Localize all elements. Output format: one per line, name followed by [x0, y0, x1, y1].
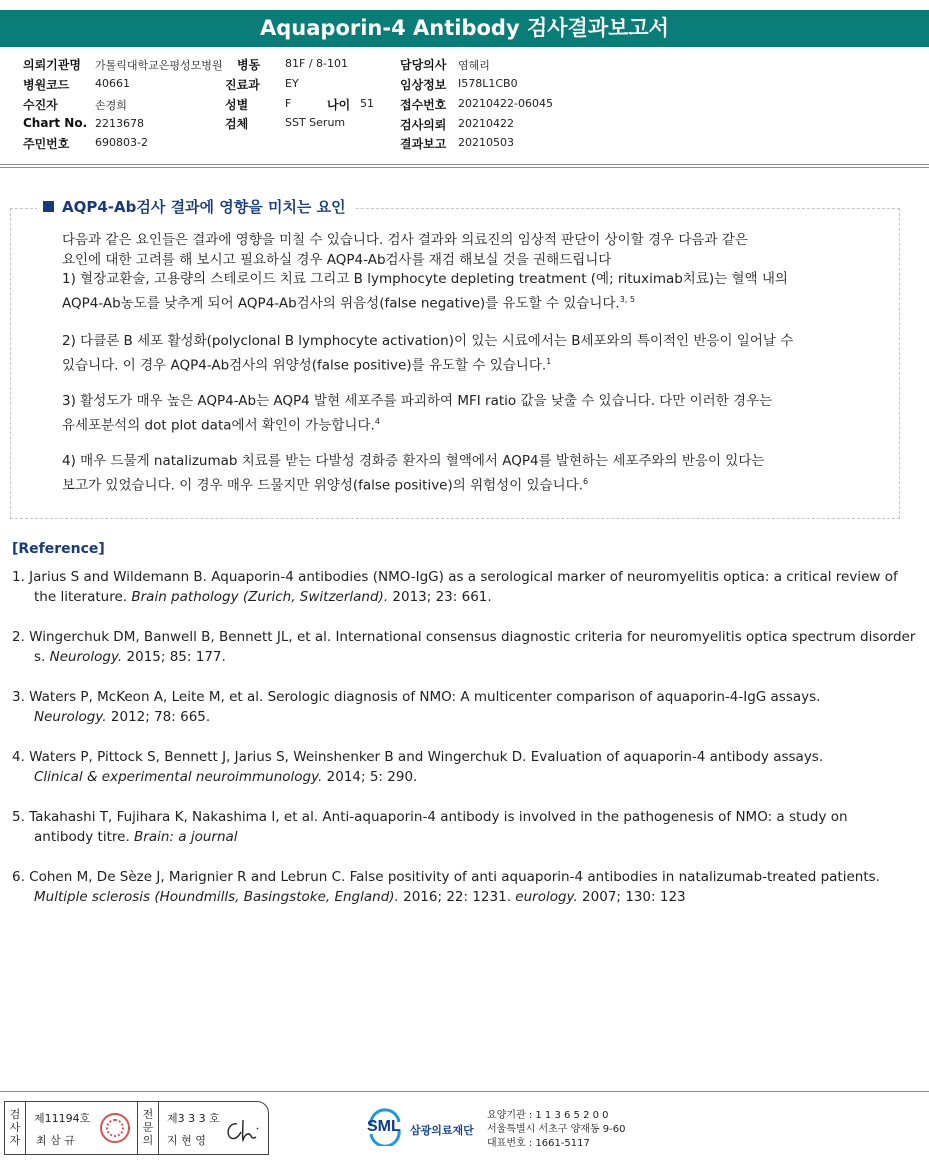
- reference-6-journal: Multiple sclerosis (Houndmills, Basingstoke, England).: [34, 889, 399, 905]
- examiner-name: 최 삼 규: [36, 1134, 75, 1147]
- reference-heading: [Reference]: [12, 541, 105, 557]
- reference-6-citation-2: 2007; 130: 123: [577, 889, 686, 905]
- reference-2-journal: Neurology.: [49, 649, 123, 665]
- lab-code: 요양기관 : 1 1 3 6 5 2 0 0: [487, 1110, 609, 1121]
- sml-logo-text: SML: [367, 1118, 401, 1135]
- factor-2-line-2: [62, 352, 872, 376]
- reference-3-line-2: [12, 707, 929, 727]
- lab-name: 삼광의료재단: [410, 1124, 474, 1137]
- factor-3-line-2: [62, 412, 872, 436]
- reference-1-journal: Brain pathology (Zurich, Switzerland).: [131, 589, 389, 605]
- factor-3-line-1: 3) 활성도가 매우 높은 AQP4-Ab는 AQP4 발현 세포주를 파괴하여 MFI ratio 값을 낮출 수 있습니다. 다만 이러한 경우는: [62, 393, 773, 409]
- reference-3-journal: Neurology.: [34, 709, 107, 725]
- reference-2-text: s.: [34, 649, 50, 665]
- reference-1-text: the literature.: [34, 589, 132, 605]
- examiner-label-char: 검: [9, 1108, 21, 1121]
- id-no-label: 주민번호: [23, 137, 70, 151]
- factor-1-line-1: 1) 혈장교환술, 고용량의 스테로이드 치료 그리고 B lymphocyte depleting treatment (예; rituximab치료)는 혈액 내의: [62, 271, 788, 287]
- reference-6-journal-2: eurology.: [515, 889, 578, 905]
- clinical-info-value: I578L1CB0: [458, 77, 518, 90]
- receipt-no-value: 20210422-06045: [458, 97, 553, 110]
- examiner-label-char: 자: [9, 1134, 21, 1147]
- specialist-label-char: 의: [142, 1134, 154, 1147]
- reference-4-line-1: 4. Waters P, Pittock S, Bennett J, Jarius S, Weinshenker B and Wingerchuk D. Evaluation of aquaporin-4 antibody assays.: [12, 749, 824, 765]
- reference-1: [12, 567, 929, 607]
- intro-line-1: 다음과 같은 요인들은 결과에 영향을 미칠 수 있습니다. 검사 결과와 의료진의 임상적 판단이 상이할 경우 다음과 같은: [62, 232, 748, 248]
- bullet-square-icon: [43, 201, 54, 212]
- reference-2-line-2: [12, 647, 929, 667]
- chart-no-value: 2213678: [95, 117, 144, 130]
- reference-4: [12, 747, 929, 787]
- specialist-label: [138, 1102, 159, 1154]
- reference-6-citation: 2016; 22: 1231.: [398, 889, 516, 905]
- report-date-label: 결과보고: [400, 137, 447, 151]
- reference-5-line-1: 5. Takahashi T, Fujihara K, Nakashima I, et al. Anti-aquaporin-4 antibody is involved in the pathogenesis of NMO: a study on: [12, 809, 848, 825]
- report-title: Aquaporin-4 Antibody 검사결과보고서: [0, 10, 929, 47]
- reference-2: [12, 627, 929, 667]
- reference-5-journal: Brain: a journal: [134, 829, 238, 845]
- reference-4-journal: Clinical & experimental neuroimmunology.: [34, 769, 323, 785]
- age-value: 51: [360, 97, 374, 110]
- factor-2-text: 있습니다. 이 경우 AQP4-Ab검사의 위양성(false positive)를 유도할 수 있습니다.: [62, 357, 547, 373]
- info-divider: [0, 164, 929, 168]
- factor-3: [62, 392, 872, 436]
- clinical-info-label: 임상정보: [400, 78, 447, 92]
- factor-2-line-1: 2) 다클론 B 세포 활성화(polyclonal B lymphocyte activation)이 있는 시료에서는 B세포와의 특이적인 반응이 일어날 수: [62, 333, 794, 349]
- ward-value: 81F / 8-101: [285, 57, 348, 70]
- lab-address: 서울특별시 서초구 양재동 9-60: [487, 1124, 626, 1135]
- request-date-label: 검사의뢰: [400, 118, 447, 132]
- doctor-label: 담당의사: [400, 58, 447, 72]
- factors-heading-text: AQP4-Ab검사 결과에 영향을 미치는 요인: [62, 198, 346, 216]
- specialist-label-char: 전: [142, 1108, 154, 1121]
- id-no-value: 690803-2: [95, 136, 148, 149]
- factor-3-text: 유세포분석의 dot plot data에서 확인이 가능합니다.: [62, 417, 375, 433]
- reference-6-line-1: 6. Cohen M, De Sèze J, Marignier R and Lebrun C. False positivity of anti aquaporin-4 antibodies in natalizumab-treated patients.: [12, 869, 880, 885]
- reference-6-line-2: [12, 887, 929, 907]
- lab-info: [487, 1109, 626, 1151]
- reference-1-line-1: 1. Jarius S and Wildemann B. Aquaporin-4 antibodies (NMO-IgG) as a serological marker of neuromyelitis optica: a critical review of: [12, 569, 898, 585]
- specimen-label: 검체: [225, 117, 249, 131]
- reference-5-text: antibody titre.: [34, 829, 135, 845]
- reference-3-citation: 2012; 78: 665.: [106, 709, 211, 725]
- report-date-value: 20210503: [458, 136, 514, 149]
- factor-1-citation: 3, 5: [619, 294, 635, 304]
- reference-4-line-2: [12, 767, 929, 787]
- institution-label: 의뢰기관명: [23, 58, 81, 72]
- examiner-label-char: 사: [9, 1121, 21, 1134]
- specialist-license: 제3 3 3 호: [167, 1112, 220, 1125]
- factor-2: [62, 332, 872, 376]
- hospital-code-value: 40661: [95, 77, 130, 90]
- reference-3: [12, 687, 929, 727]
- reference-1-citation: 2013; 23: 661.: [388, 589, 492, 605]
- footer-divider: [0, 1091, 929, 1092]
- factor-2-citation: 1: [546, 356, 552, 366]
- factor-3-citation: 4: [374, 416, 380, 426]
- receipt-no-label: 접수번호: [400, 98, 447, 112]
- examiner-license: 제11194호: [34, 1112, 91, 1125]
- specialist-name: 지 현 영: [167, 1134, 206, 1147]
- department-value: EY: [285, 77, 299, 90]
- specimen-value: SST Serum: [285, 116, 346, 129]
- specialist-signature-icon: [223, 1116, 263, 1144]
- factor-4-text: 보고가 있었습니다. 이 경우 매우 드물지만 위양성(false positive)의 위험성이 있습니다.: [62, 477, 583, 493]
- chart-no-label: Chart No.: [23, 116, 88, 130]
- doctor-value: 염혜리: [458, 59, 490, 72]
- factors-intro: [62, 231, 872, 314]
- factor-4-line-2: [62, 472, 872, 496]
- examiner-label: [5, 1102, 26, 1154]
- sex-label: 성별: [225, 98, 249, 112]
- signature-stamp: [4, 1101, 269, 1155]
- specialist-label-char: 문: [142, 1121, 154, 1134]
- sex-value: F: [285, 97, 292, 110]
- reference-2-citation: 2015; 85: 177.: [122, 649, 226, 665]
- reference-2-line-1: 2. Wingerchuk DM, Banwell B, Bennett JL, et al. International consensus diagnostic criteria for neuromyelitis optica spectrum disorder: [12, 629, 916, 645]
- patient-name-label: 수진자: [23, 98, 58, 112]
- ward-label: 병동: [237, 58, 261, 72]
- factor-1-line-2: [62, 290, 872, 314]
- department-label: 진료과: [225, 78, 260, 92]
- factor-4: [62, 452, 872, 496]
- request-date-value: 20210422: [458, 117, 514, 130]
- examiner-seal-icon: [100, 1113, 130, 1143]
- reference-1-line-2: [12, 587, 929, 607]
- reference-4-citation: 2014; 5: 290.: [322, 769, 418, 785]
- institution-value: 가톨릭대학교은평성모병원: [95, 59, 223, 72]
- reference-3-line-1: 3. Waters P, McKeon A, Leite M, et al. Serologic diagnosis of NMO: A multicenter comparison of aquaporin-4-IgG assays.: [12, 689, 821, 705]
- factor-4-line-1: 4) 매우 드물게 natalizumab 치료를 받는 다발성 경화증 환자의 혈액에서 AQP4를 발현하는 세포주와의 반응이 있다는: [62, 453, 765, 469]
- patient-info-block: [0, 56, 929, 156]
- factor-1-text: AQP4-Ab농도를 낮추게 되어 AQP4-Ab검사의 위음성(false negative)를 유도할 수 있습니다.: [62, 295, 620, 311]
- reference-5-line-2: [12, 827, 929, 847]
- reference-6: [12, 867, 929, 907]
- age-label: 나이: [327, 98, 351, 112]
- lab-phone: 대표번호 : 1661-5117: [487, 1138, 590, 1149]
- factors-heading: [37, 196, 354, 218]
- patient-name-value: 손경희: [95, 99, 127, 112]
- hospital-code-label: 병원코드: [23, 78, 70, 92]
- intro-line-2: 요인에 대한 고려를 해 보시고 필요하실 경우 AQP4-Ab검사를 재검 해보실 것을 권해드립니다: [62, 251, 612, 268]
- factor-4-citation: 6: [583, 476, 589, 486]
- reference-5: [12, 807, 929, 847]
